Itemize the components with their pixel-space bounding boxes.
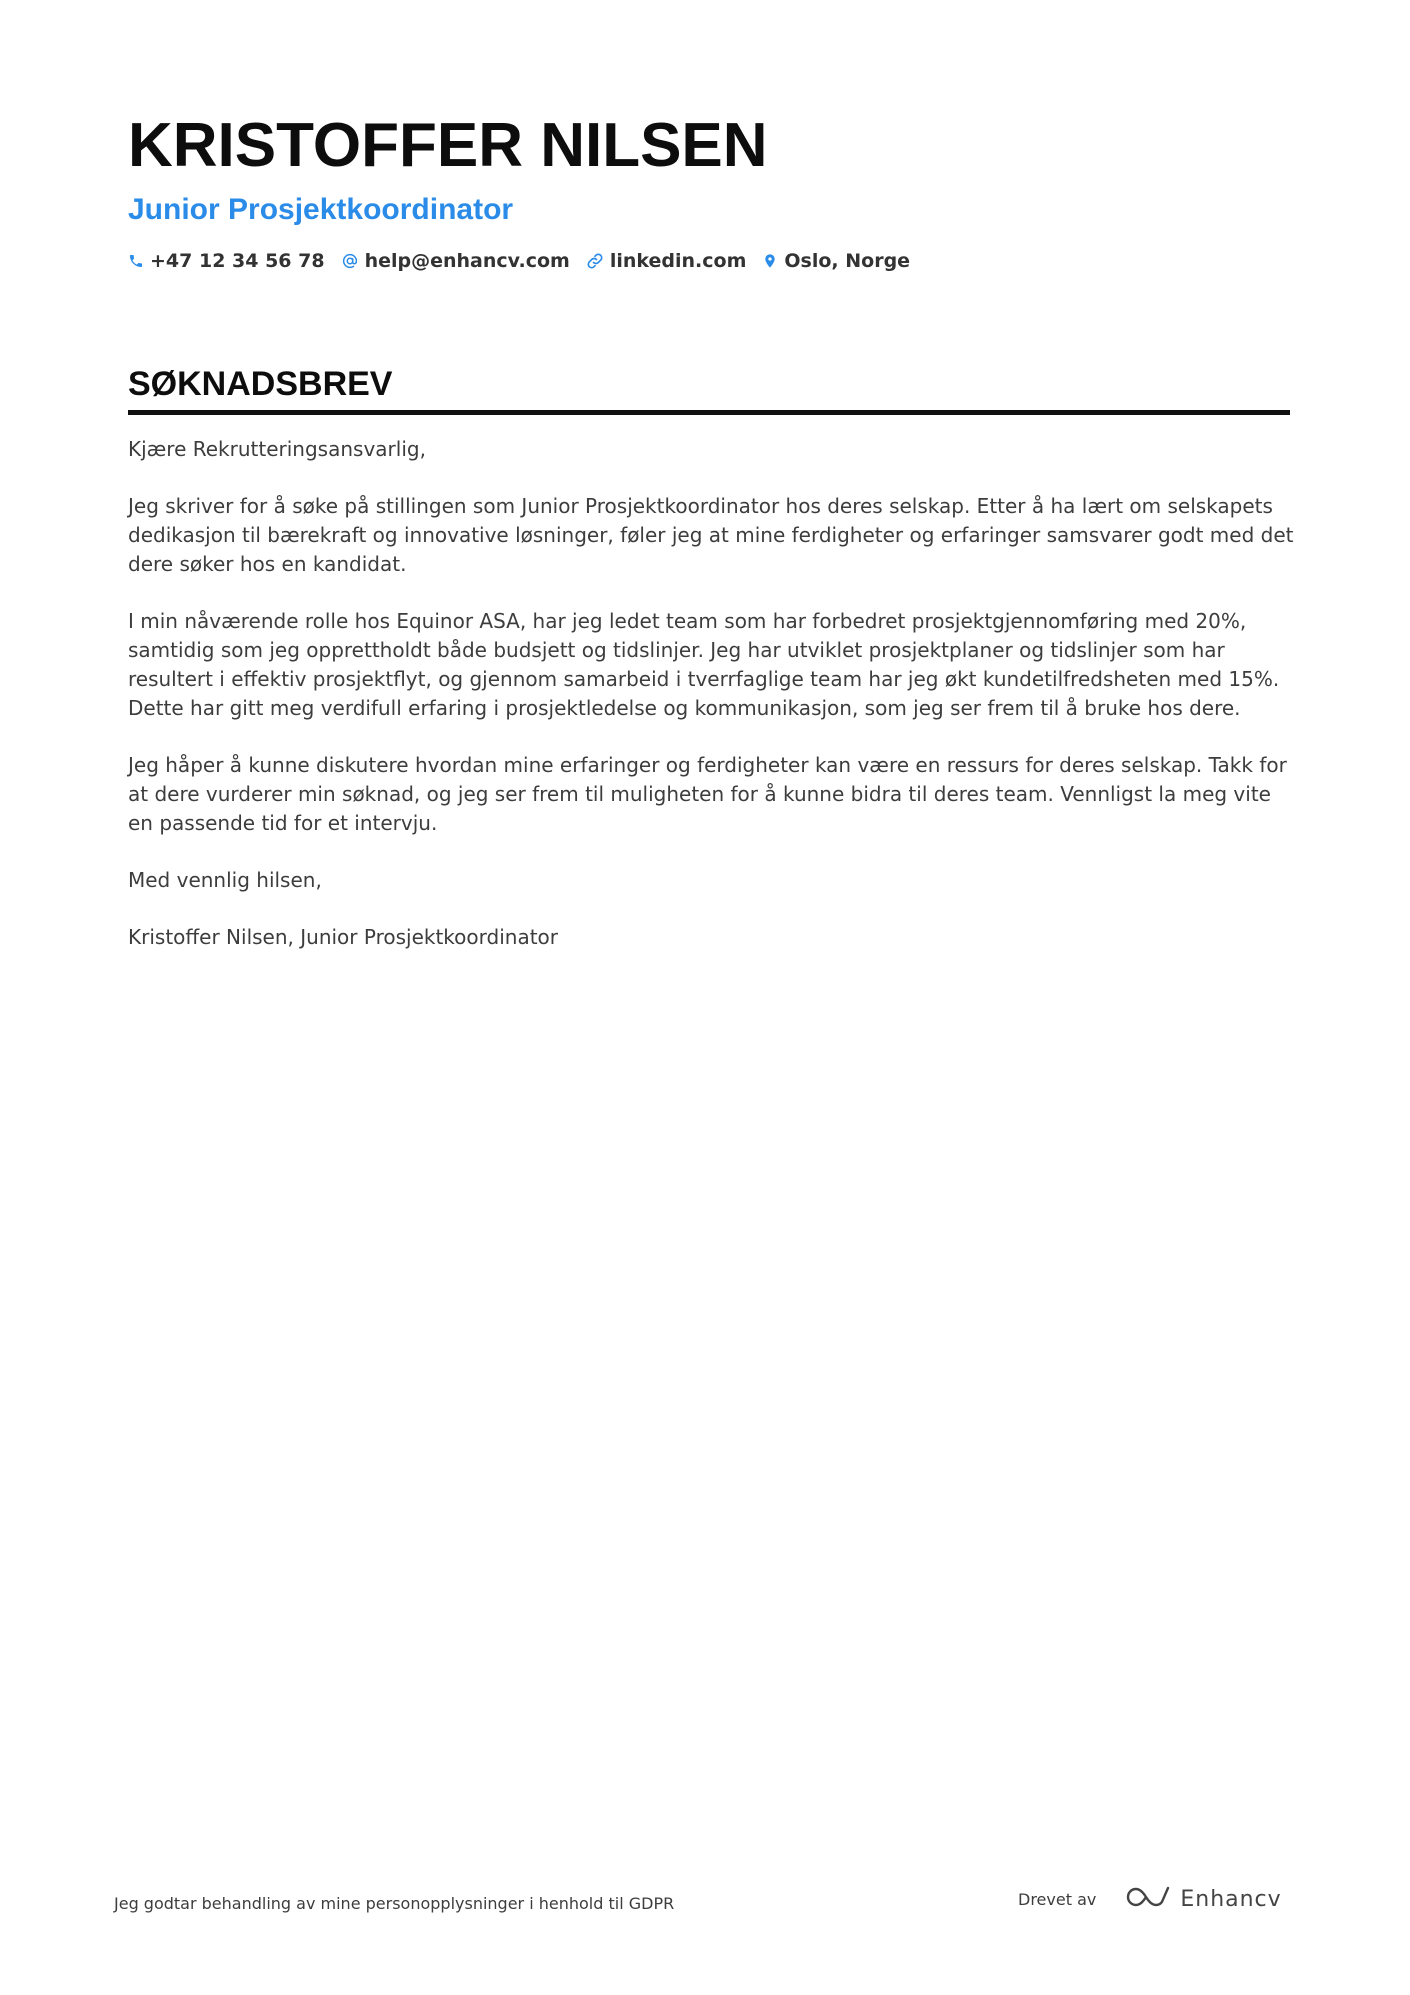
- location-pin-icon: [762, 252, 778, 270]
- contact-linkedin[interactable]: [586, 250, 747, 272]
- paragraph-closing: Jeg håper å kunne diskutere hvordan mine erfaringer og ferdigheter kan være en ressurs for deres selskap. Takk for at dere vurderer min søknad, og jeg ser frem til muligheten for å kunne bidra til deres team. Vennligst la meg vite en passende tid for et intervju.: [128, 753, 1287, 835]
- location-text: Oslo, Norge: [784, 250, 911, 272]
- section-title: SØKNADSBREV: [128, 365, 393, 403]
- paragraph-intro: Jeg skriver for å søke på stillingen som Junior Prosjektkoordinator hos deres selskap. Etter å ha lært om selskapets dedikasjon til bærekraft og innovative løsninger, føler jeg at mine ferdigheter og erfaringer samsvarer godt med det dere søker hos en kandidat.: [128, 494, 1294, 576]
- signature: Kristoffer Nilsen, Junior Prosjektkoordinator: [128, 925, 558, 949]
- brand-logo: [1124, 1884, 1281, 1914]
- greeting: Kjære Rekrutteringsansvarlig,: [128, 437, 426, 461]
- paragraph-experience: I min nåværende rolle hos Equinor ASA, har jeg ledet team som har forbedret prosjektgjennomføring med 20%, samtidig som jeg opprettholdt både budsjett og tidslinjer. Jeg har utviklet prosjektplaner og tidslinjer som har resultert i effektiv prosjektflyt, og gjennom samarbeid i tverrfaglige team har jeg økt kundetilfredsheten med 15%. Dette har gitt meg verdifull erfaring i prosjektledelse og kommunikasjon, som jeg ser frem til å bruke hos dere.: [128, 609, 1280, 720]
- at-icon: [341, 252, 359, 270]
- contact-email[interactable]: [341, 250, 570, 272]
- phone-number: +47 12 34 56 78: [150, 250, 325, 272]
- closing: Med vennlig hilsen,: [128, 868, 322, 892]
- section-divider: [128, 410, 1290, 415]
- contact-phone[interactable]: [128, 250, 325, 272]
- cover-letter-section: [128, 362, 1294, 980]
- job-title: Junior Prosjektkoordinator: [128, 193, 514, 226]
- enhancv-logo-icon: [1124, 1884, 1170, 1914]
- link-icon: [586, 252, 604, 270]
- contact-bar: [128, 250, 1288, 272]
- email-address: help@enhancv.com: [364, 250, 570, 272]
- powered-by-label: Drevet av: [1018, 1889, 1097, 1909]
- brand-name: Enhancv: [1180, 1886, 1282, 1912]
- gdpr-consent: Jeg godtar behandling av mine personopplysninger i henhold til GDPR: [114, 1894, 675, 1913]
- applicant-name: KRISTOFFER NILSEN: [128, 111, 768, 180]
- powered-by[interactable]: [1018, 1884, 1282, 1914]
- contact-location: [762, 250, 910, 272]
- phone-icon: [128, 253, 144, 269]
- linkedin-link: linkedin.com: [609, 250, 747, 272]
- header: [128, 110, 1288, 272]
- letter-body: [128, 435, 1298, 952]
